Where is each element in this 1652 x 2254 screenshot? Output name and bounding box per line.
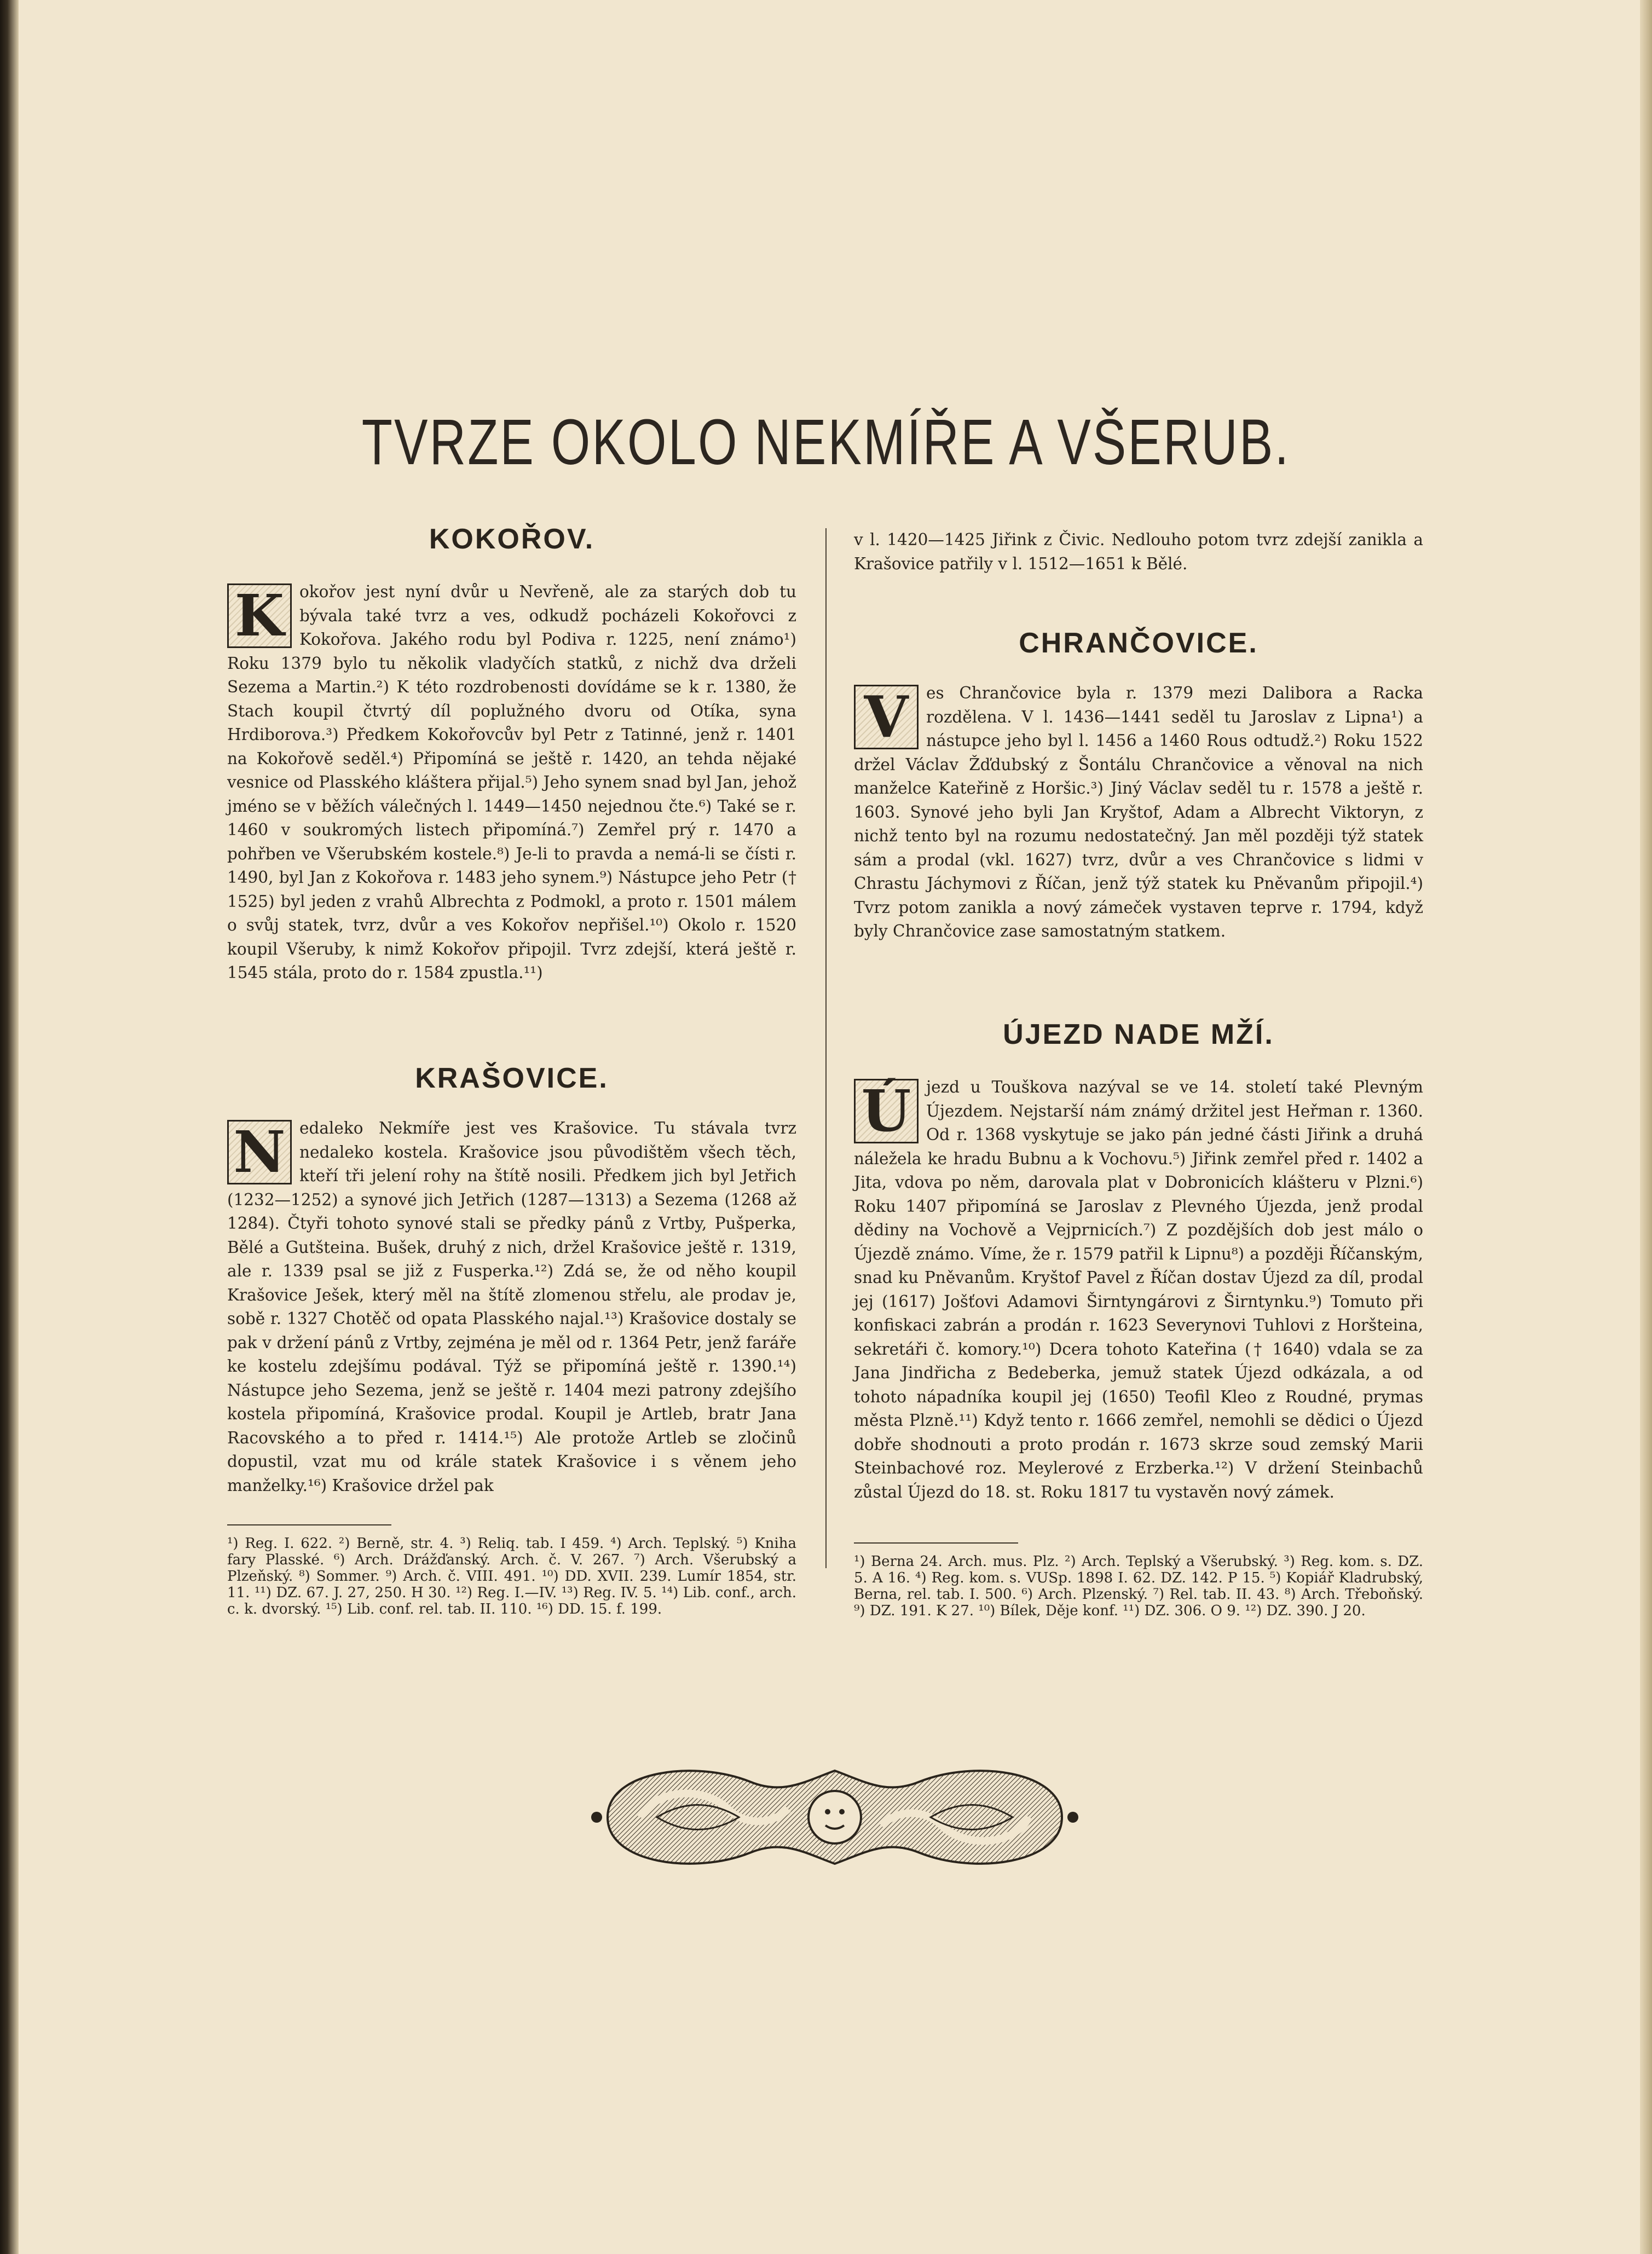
page-right-edge (1640, 0, 1652, 2254)
footnote-rule-left (227, 1524, 391, 1525)
heading-kokorov: KOKOŘOV. (429, 523, 595, 555)
paragraph-ujezd (854, 1076, 1423, 1504)
text-krasovice: edaleko Nekmíře jest ves Krašovice. Tu stávala tvrz nedaleko kostela. Krašovice jsou původištěm všech těch, kteří tři jelení rohy na štítě nosili. Předkem jich byl Jetřich (1232—1252) a synové jich Jetřich (1287—1313) a Sezema (1268 až 1284). Čtyři tohoto synové stali se předky pánů z Vrtby, Pušperka, Bělé a Gutšteina. Bušek, druhý z nich, držel Krašovice ještě r. 1319, ale r. 1339 psal se již z Fusperka.¹²) Zdá se, že od něho koupil Krašovice Ješek, který měl na štítě zlomenou střelu, ale prodav je, sobě r. 1327 Chotěč od opata Plasského najal.¹³) Krašovice dostaly se pak v držení pánů z Vrtby, zejména je měl od r. 1364 Petr, jenž faráře ke kostelu zdejšímu podával. Týž se připomíná ještě r. 1390.¹⁴) Nástupce jeho Sezema, jenž se ještě r. 1404 mezi patrony zdejšího kostela připomíná, Krašovice prodal. Koupil je Artleb, bratr Jana Racovského a to před r. 1414.¹⁵) Ale protože Artleb se zločinů dopustil, vzat mu od krále statek Krašovice i s věnem jeho manželky.¹⁶) Krašovice držel pak (227, 1119, 796, 1495)
footnotes-left: ¹) Reg. I. 622. ²) Berně, str. 4. ³) Reliq. tab. I 459. ⁴) Arch. Teplský. ⁵) Kniha fary Plasské. ⁶) Arch. Drážďanský. Arch. č. V. 267. ⁷) Arch. Všerubský a Plzeňský. ⁸) Sommer. ⁹) Arch. č. VIII. 491. ¹⁰) DD. XVII. 239. Lumír 1854, str. 11. ¹¹) DZ. 67. J. 27, 250. H 30. ¹²) Reg. I.—IV. ¹³) Reg. IV. 5. ¹⁴) Lib. conf., arch. c. k. dvorský. ¹⁵) Lib. conf. rel. tab. II. 110. ¹⁶) DD. 15. f. 199. (227, 1535, 796, 1617)
dropcap-u: Ú (854, 1079, 919, 1143)
dropcap-n: N (227, 1120, 292, 1184)
paragraph-chrancovice (854, 681, 1423, 944)
page-title: TVRZE OKOLO NEKMÍŘE A VŠERUB. (361, 406, 1291, 478)
paragraph-kokorov (227, 580, 796, 985)
decorative-ornament-icon (575, 1749, 1095, 1886)
heading-chrancovice: CHRANČOVICE. (1019, 627, 1258, 659)
text-chrancovice: es Chrančovice byla r. 1379 mezi Dalibora a Racka rozdělena. V l. 1436—1441 seděl tu Jaroslav z Lipna¹) a nástupce jeho byl l. 1456 a 1460 Rous odtudž.²) Roku 1522 držel Václav Žďdubský z Šontálu Chrančovice a věnoval na nich manželce Kateřině z Horšic.³) Jiný Václav seděl tu r. 1578 a ještě r. 1603. Synové jeho byli Jan Kryštof, Adam a Albrecht Viktoryn, z nichž tento byl na rozumu nedostatečný. Jan měl později týž statek sám a prodal (vkl. 1627) tvrz, dvůr a ves Chrančovice s lidmi v Chrastu Jáchymovi z Říčan, jenž týž statek ku Pněvanům připojil.⁴) Tvrz potom zanikla a nový zámeček vystaven teprve r. 1794, když byly Chrančovice zase samostatným statkem. (854, 684, 1423, 940)
heading-ujezd: ÚJEZD NADE MŽÍ. (1003, 1019, 1274, 1050)
footnote-rule-right (854, 1542, 1018, 1544)
dropcap-k: K (227, 583, 292, 648)
text-kokorov: okořov jest nyní dvůr u Nevřeně, ale za starých dob tu bývala také tvrz a ves, odkudž pocházeli Kokořovci z Kokořova. Jakého rodu byl Podiva r. 1225, není známo¹) Roku 1379 bylo tu několik vladyčích statků, z nichž dva drželi Sezema a Martin.²) K této rozdrobenosti dovídáme se k r. 1380, že Stach koupil čtvrtý díl poplužného dvoru od Otíka, syna Hrdiborova.³) Předkem Kokořovcův byl Petr z Tatinné, jenž r. 1401 na Kokořově seděl.⁴) Připomíná se ještě r. 1420, an tehda nějaké vesnice od Plasského kláštera přijal.⁵) Jeho synem snad byl Jan, jehož jméno se v běžích válečných l. 1449—1450 nejednou čte.⁶) Také se r. 1460 v soukromých listech připomíná.⁷) Zemřel prý r. 1470 a pohřben ve Všerubském kostele.⁸) Je-li to pravda a nemá-li se čísti r. 1490, byl Jan z Kokořova r. 1483 jeho synem.⁹) Nástupce jeho Petr († 1525) byl jeden z vrahů Albrechta z Podmokl, a proto r. 1501 málem o svůj statek, tvrz, dvůr a ves Kokořov nepřišel.¹⁰) Okolo r. 1520 koupil Všeruby, k nimž Kokořov připojil. Tvrz zdejší, která ještě r. 1545 stála, proto do r. 1584 zpustla.¹¹) (227, 582, 796, 982)
column-divider (825, 528, 827, 1568)
paragraph-krasovice (227, 1117, 796, 1498)
paragraph-krasovice-cont: v l. 1420—1425 Jiřink z Čivic. Nedlouho potom tvrz zdejší zanikla a Krašovice patřily v l. 1512—1651 k Bělé. (854, 530, 1423, 573)
text-ujezd: jezd u Touškova nazýval se ve 14. století také Plevným Újezdem. Nejstarší nám známý držitel jest Heřman r. 1360. Od r. 1368 vyskytuje se jako pán jedné části Jiřink a druhá náležela ke hradu Bubnu a k Vochovu.⁵) Jiřink zemřel před r. 1402 a Jita, vdova po něm, darovala plat v Dobronicích klášteru v Plzni.⁶) Roku 1407 připomíná se Jaroslav z Plevného Újezda, jenž prodal dědiny na Vochově a Vejprnicích.⁷) Z pozdějších dob jest málo o Újezdě známo. Víme, že r. 1579 patřil k Lipnu⁸) a později Říčanským, snad ku Pněvanům. Kryštof Pavel z Říčan dostav Újezd za díl, prodal jej (1617) Jošťovi Adamovi Širntyngárovi z Širntynku.⁹) Tomuto při konfiskaci zabrán a prodán r. 1623 Severynovi Tuhlovi z Horšteina, sekretáři č. komory.¹⁰) Dcera tohoto Kateřina († 1640) vdala se za Jana Jindřicha z Bedeberka, jemuž statek Újezd odkázala, a od tohoto nápadníka koupil jej (1650) Teofil Kleo z Roudné, prymas města Plzně.¹¹) Když tento r. 1666 zemřel, nemohli se dědici o Újezd dobře shodnouti a proto prodán r. 1673 skrze soud zemský Marii Steinbachové roz. Meylerové z Erzberka.¹²) V držení Steinbachů zůstal Újezd do 18. st. Roku 1817 tu vystavěn nový zámek. (854, 1078, 1423, 1501)
heading-krasovice: KRAŠOVICE. (415, 1062, 609, 1094)
dropcap-v: V (854, 685, 919, 749)
page-binding-edge (0, 0, 19, 2254)
footnotes-right: ¹) Berna 24. Arch. mus. Plz. ²) Arch. Teplský a Všerubský. ³) Reg. kom. s. DZ. 5. A 16. ⁴) Reg. kom. s. VUSp. 1898 I. 62. DZ. 142. P 15. ⁵) Kopiář Kladrubský, Berna, rel. tab. I. 500. ⁶) Arch. Plzenský. ⁷) Rel. tab. II. 43. ⁸) Arch. Třeboňský. ⁹) DZ. 191. K 27. ¹⁰) Bílek, Děje konf. ¹¹) DZ. 306. O 9. ¹²) DZ. 390. J 20. (854, 1553, 1423, 1619)
